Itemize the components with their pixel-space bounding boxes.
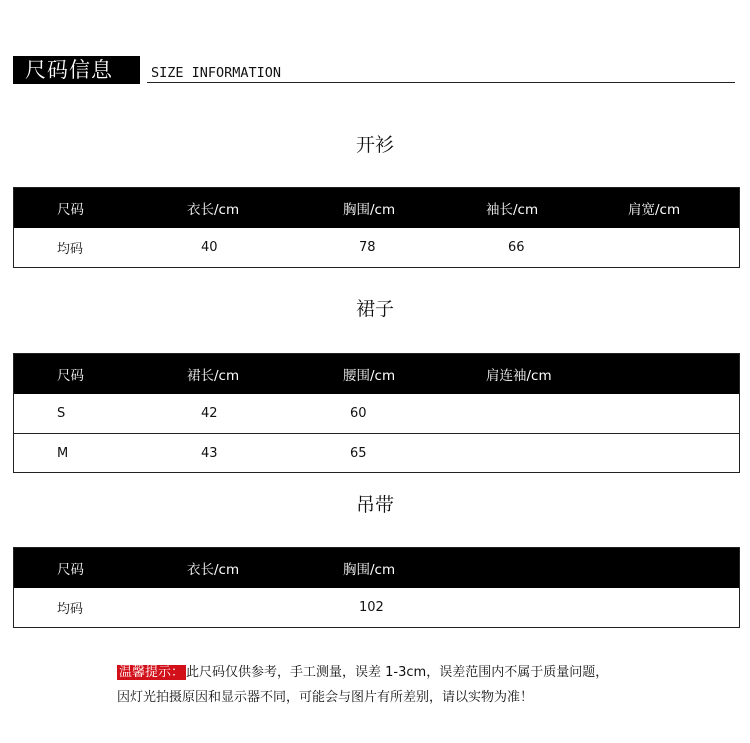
cell-waist: 60: [350, 406, 367, 421]
cell-size: 均码: [57, 242, 84, 257]
header-length: 衣长/cm: [187, 562, 240, 578]
header-raglan-sleeve: 肩连袖/cm: [486, 368, 552, 384]
table-header: [14, 354, 739, 394]
table-camisole: [13, 547, 740, 628]
table-header: [14, 188, 739, 228]
table-row: [14, 228, 739, 267]
note-tag: 温馨提示：: [119, 665, 185, 680]
note-text-1: 此尺码仅供参考，手工测量，误差 1-3cm，误差范围内不属于质量问题，: [186, 665, 609, 680]
table-skirt: [13, 353, 740, 473]
header-size: 尺码: [57, 368, 84, 384]
section-title-skirt: 裙子: [355, 298, 394, 320]
header-shoulder: 肩宽/cm: [628, 202, 681, 218]
cell-size: M: [57, 445, 69, 461]
header-sleeve: 袖长/cm: [486, 202, 539, 218]
cell-size: S: [57, 406, 66, 421]
header-size: 尺码: [57, 562, 84, 578]
cell-chest: 78: [359, 240, 376, 255]
size-note-line1: [117, 664, 608, 682]
size-header-badge: 尺码信息: [13, 56, 140, 84]
cell-skirt-length: 43: [201, 445, 218, 461]
section-title-camisole: 吊带: [355, 494, 394, 516]
header-size: 尺码: [57, 202, 84, 218]
table-cardigan: [13, 187, 740, 268]
cell-sleeve: 66: [508, 240, 525, 255]
section-title-cardigan: 开衫: [355, 134, 394, 156]
cell-size: 均码: [57, 602, 84, 617]
size-note-line2: 因灯光拍摄原因和显示器不同，可能会与图片有所差别，请以实物为准！: [117, 690, 534, 705]
table-row: [14, 433, 739, 472]
cell-skirt-length: 42: [201, 406, 218, 421]
header-chest: 胸围/cm: [343, 202, 396, 218]
table-header: [14, 548, 739, 588]
header-length: 衣长/cm: [187, 202, 240, 218]
table-row: [14, 394, 739, 433]
header-underline: [147, 82, 735, 83]
cell-length: 40: [201, 240, 218, 255]
header-chest: 胸围/cm: [343, 562, 396, 578]
table-row: [14, 588, 739, 627]
cell-chest: 102: [359, 600, 384, 615]
header-waist: 腰围/cm: [343, 368, 396, 384]
cell-waist: 65: [350, 445, 367, 461]
header-skirt-length: 裙长/cm: [187, 368, 240, 384]
size-header-english: SIZE INFORMATION: [151, 65, 282, 81]
